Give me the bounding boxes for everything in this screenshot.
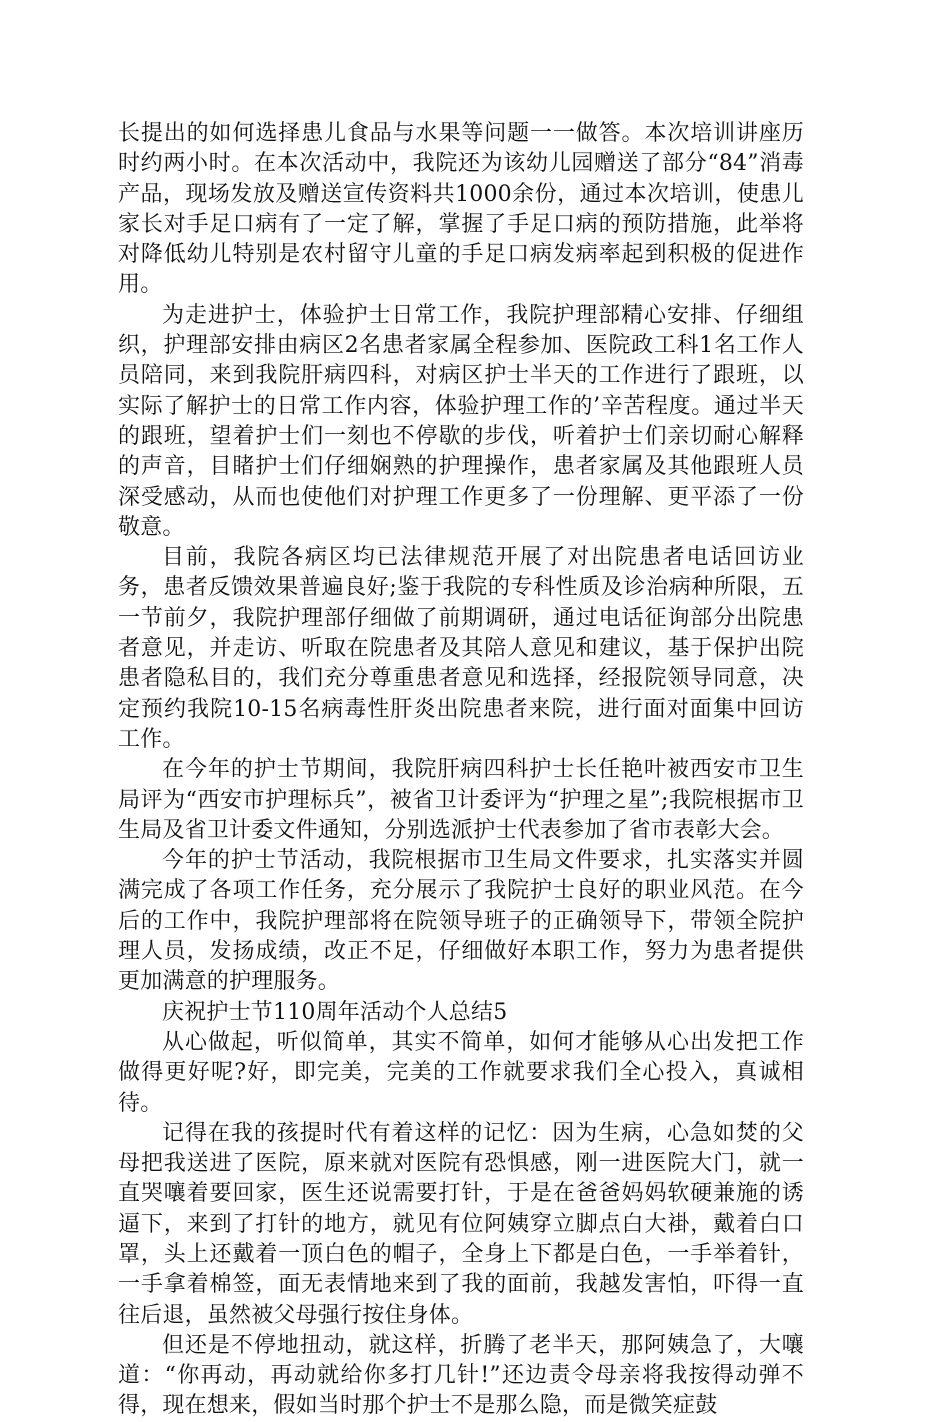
- section-heading: 庆祝护士节110周年活动个人总结5: [162, 999, 508, 1025]
- paragraph-2: 为走进护士，体验护士日常工作，我院护理部精心安排、仔细组织，护理部安排由病区2名患者家属全程参加、医院政工科1名工作人员陪同，来到我院肝病四科，对病区护士半天的工作进行了跟班，以实际了解护士的日常工作内容，体验护理工作的’辛苦程度。通过半天的跟班，望着护士们一刻也不停歇的步伐，听着护士们亲切耐心解释的声音，目睹护士们仔细娴熟的护理操作，患者家属及其他跟班人员深受感动，从而也使他们对护理工作更多了一份理解、更平添了一份敬意。: [118, 302, 804, 540]
- paragraph-8: 但还是不停地扭动，就这样，折腾了老半天，那阿姨急了，大嚷道：“你再动，再动就给你多打几针!”还边责令母亲将我按得动弹不得，现在想来，假如当时那个护士不是那么隐，而是微笑症鼓: [118, 1332, 804, 1419]
- document-body: [118, 119, 804, 1422]
- paragraph-7: 记得在我的孩提时代有着这样的记忆：因为生病，心急如焚的父母把我送进了医院，原来就对医院有恐惧感，刚一进医院大门，就一直哭嚷着要回家，医生还说需要打针，于是在爸爸妈妈软硬兼施的诱逼下，来到了打针的地方，就见有位阿姨穿立脚点白大褂，戴着白口罩，头上还戴着一顶白色的帽子，全身上下都是白色，一手举着针，一手拿着棉签，面无表情地来到了我的面前，我越发害怕，吓得一直往后退，虽然被父母强行按住身体。: [118, 1120, 804, 1328]
- paragraph-3: 目前，我院各病区均已法律规范开展了对出院患者电话回访业务，患者反馈效果普遍良好;鉴于我院的专科性质及诊治病种所限，五一节前夕，我院护理部仔细做了前期调研，通过电话征询部分出院患者意见，并走访、听取在院患者及其陪人意见和建议，基于保护出院患者隐私目的，我们充分尊重患者意见和选择，经报院领导同意，决定预约我院10-15名病毒性肝炎出院患者来院，进行面对面集中回访工作。: [118, 545, 804, 752]
- paragraph-6: 从心做起，听似简单，其实不简单，如何才能够从心出发把工作做得更好呢?好，即完美，完美的工作就要求我们全心投入，真诚相待。: [118, 1029, 804, 1116]
- paragraph-4: 在今年的护士节期间，我院肝病四科护士长任艳叶被西安市卫生局评为“西安市护理标兵”，被省卫计委评为“护理之星”;我院根据市卫生局及省卫计委文件通知，分别选派护士代表参加了省市表彰大会。: [118, 757, 804, 843]
- paragraph-1: 长提出的如何选择患儿食品与水果等问题一一做答。本次培训讲座历时约两小时。在本次活动中，我院还为该幼儿园赠送了部分“84”消毒产品，现场发放及赠送宣传资料共1000余份，通过本次培训，使患儿家长对手足口病有了一定了解，掌握了手足口病的预防措施，此举将对降低幼儿特别是农村留守儿童的手足口病发病率起到积极的促进作用。: [118, 121, 804, 298]
- paragraph-5: 今年的护士节活动，我院根据市卫生局文件要求，扎实落实并圆满完成了各项工作任务，充分展示了我院护士良好的职业风范。在今后的工作中，我院护理部将在院领导班子的正确领导下，带领全院护理人员，发扬成绩，改正不足，仔细做好本职工作，努力为患者提供更加满意的护理服务。: [118, 848, 804, 995]
